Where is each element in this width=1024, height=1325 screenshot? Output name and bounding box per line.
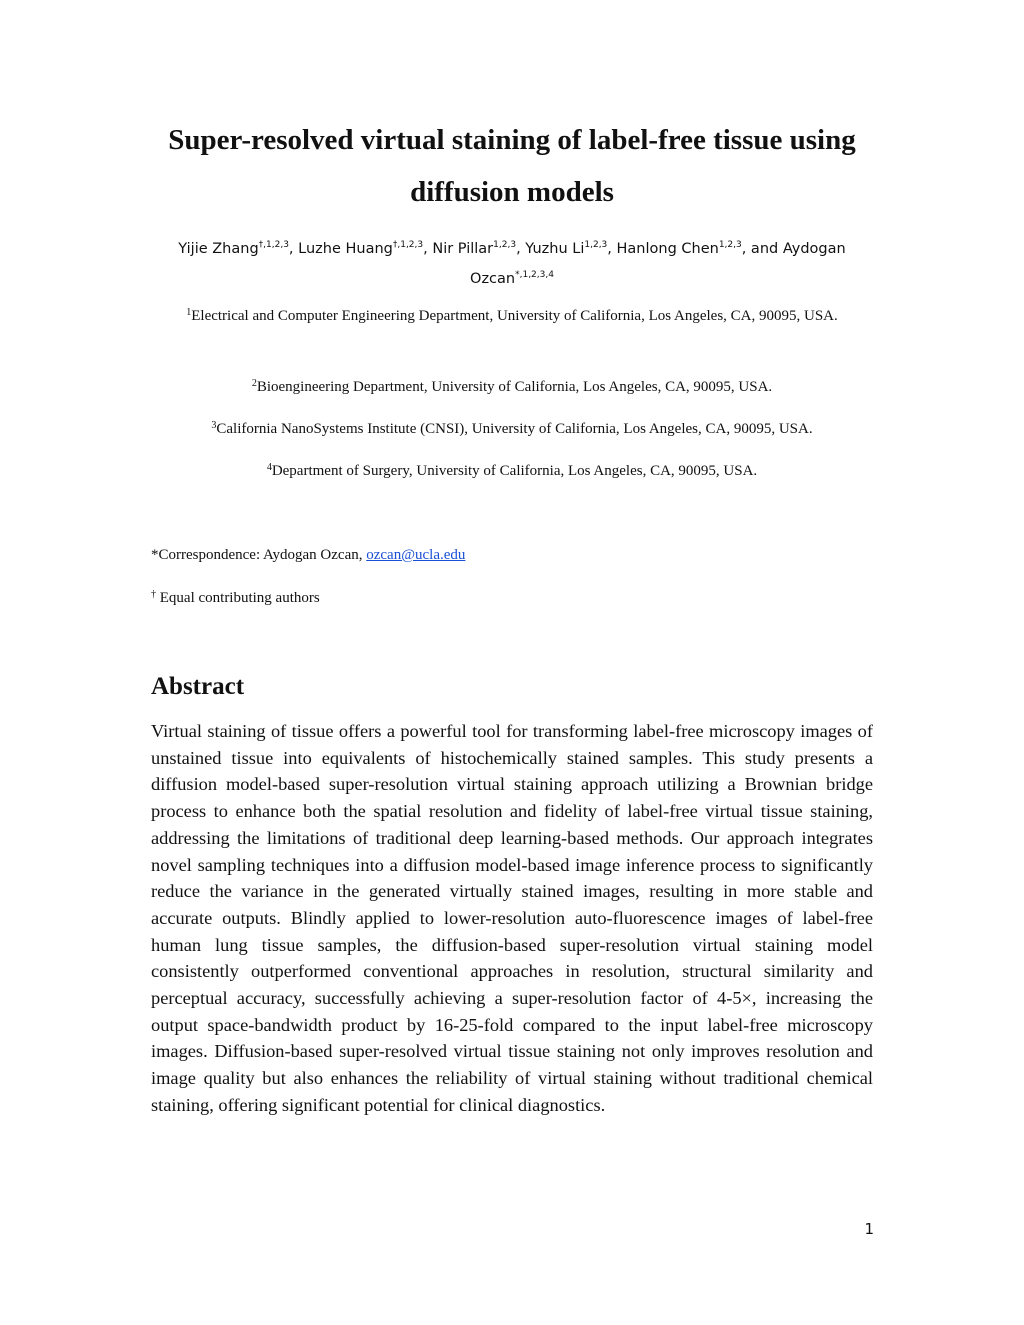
author-name: Luzhe Huang	[298, 241, 393, 257]
author-name: Aydogan Ozcan	[470, 241, 846, 287]
affiliation-2	[140, 373, 884, 402]
author-affiliation-marks: †,1,2,3	[258, 240, 289, 250]
author-name: Yuzhu Li	[525, 241, 585, 257]
author-name: Nir Pillar	[432, 241, 494, 257]
affiliation-mark: 3	[211, 420, 217, 431]
equal-contribution-text: Equal contributing authors	[156, 590, 320, 606]
correspondence-line	[151, 542, 465, 568]
author-affiliation-marks: 1,2,3	[718, 240, 742, 250]
affiliation-3	[140, 415, 884, 444]
author-affiliation-marks: 1,2,3	[493, 240, 517, 250]
author-affiliation-marks: *,1,2,3,4	[515, 270, 554, 280]
abstract-body: Virtual staining of tissue offers a powerful tool for transforming label-free microscopy images of unstained tissue into equivalents of histochemically stained samples. This study presents a diffusion model-based super-resolution virtual staining approach utilizing a Brownian bridge process to enhance both the spatial resolution and fidelity of label-free virtual tissue staining, addressing the limitations of traditional deep learning-based methods. Our approach integrates novel sampling techniques into a diffusion model-based image inference process to significantly reduce the variance in the generated virtually stained images, resulting in more stable and accurate outputs. Blindly applied to lower-resolution auto-fluorescence images of label-free human lung tissue samples, the diffusion-based super-resolution virtual staining model consistently outperformed conventional approaches in resolution, structural similarity and perceptual accuracy, successfully achieving a super-resolution factor of 4-5×, increasing the output space-bandwidth product by 16-25-fold compared to the input label-free microscopy images. Diffusion-based super-resolved virtual tissue staining not only improves resolution and image quality but also enhances the reliability of virtual staining without traditional chemical staining, offering significant potential for clinical diagnostics.	[151, 721, 873, 1115]
author-separator: , and	[741, 241, 783, 257]
affiliation-mark: 2	[251, 378, 257, 389]
author-separator: ,	[288, 241, 299, 257]
affiliation-text: Department of Surgery, University of California, Los Angeles, CA, 90095, USA.	[271, 463, 758, 479]
dagger-mark: †	[151, 589, 156, 600]
affiliation-mark: 4	[266, 462, 272, 473]
page-number: 1	[864, 1220, 874, 1238]
paper-title: Super-resolved virtual staining of label-free tissue using diffusion models	[168, 124, 856, 208]
correspondence-email-link[interactable]: ozcan@ucla.edu	[366, 547, 466, 563]
affiliation-4	[140, 457, 884, 486]
author-list	[150, 234, 874, 294]
affiliation-text: Bioengineering Department, University of California, Los Angeles, CA, 90095, USA.	[256, 379, 773, 395]
author-separator: ,	[423, 241, 433, 257]
correspondence-label: *Correspondence: Aydogan Ozcan,	[151, 547, 367, 563]
affiliation-text: California NanoSystems Institute (CNSI), University of California, Los Angeles, CA, 90095, USA.	[216, 421, 813, 437]
author-name: Yijie Zhang	[178, 241, 259, 257]
author-separator: ,	[607, 241, 617, 257]
author-affiliation-marks: †,1,2,3	[392, 240, 424, 250]
author-name: Hanlong Chen	[616, 241, 719, 257]
abstract-heading: Abstract	[151, 673, 245, 700]
author-separator: ,	[516, 241, 526, 257]
affiliation-text: Electrical and Computer Engineering Department, University of California, Los Angeles, CA, 90095, USA.	[191, 308, 838, 324]
affiliation-mark: 1	[186, 307, 192, 318]
author-affiliation-marks: 1,2,3	[584, 240, 608, 250]
affiliation-1	[140, 302, 884, 331]
equal-contribution-note	[151, 585, 320, 611]
